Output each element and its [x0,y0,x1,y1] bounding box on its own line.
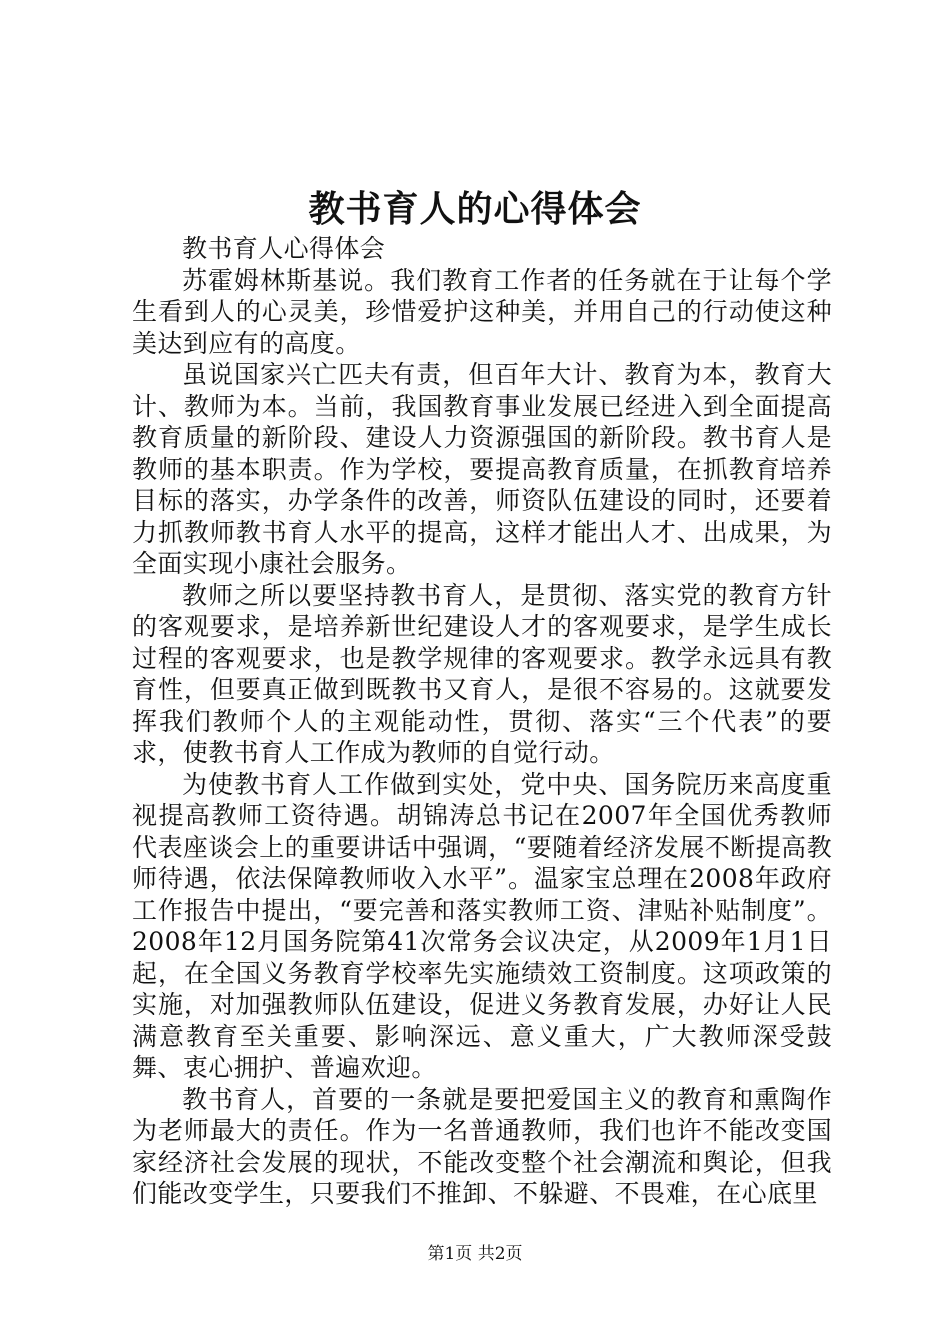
paragraph: 虽说国家兴亡匹夫有责，但百年大计、教育为本，教育大计、教师为本。当前，我国教育事业发展已经进入到全面提高教育质量的新阶段、建设人力资源强国的新阶段。教书育人是教师的基本职责。作为学校，要提高教育质量，在抓教育培养目标的落实，办学条件的改善，师资队伍建设的同时，还要着力抓教师教书育人水平的提高，这样才能出人才、出成果，为全面实现小康社会服务。 [132,360,832,578]
document-body [132,233,832,1210]
document-title: 教书育人的心得体会 [308,188,642,230]
paragraph: 为使教书育人工作做到实处，党中央、国务院历来高度重视提高教师工资待遇。胡锦涛总书记在2007年全国优秀教师代表座谈会上的重要讲话中强调，“要随着经济发展不断提高教师待遇，依法保障教师收入水平”。温家宝总理在2008年政府工作报告中提出，“要完善和落实教师工资、津贴补贴制度”。2008年12月国务院第41次常务会议决定，从2009年1月1日起，在全国义务教育学校率先实施绩效工资制度。这项政策的实施，对加强教师队伍建设，促进义务教育发展，办好让人民满意教育至关重要、影响深远、意义重大，广大教师深受鼓舞、衷心拥护、普遍欢迎。 [132,769,832,1082]
paragraph: 教书育人，首要的一条就是要把爱国主义的教育和熏陶作为老师最大的责任。作为一名普通教师，我们也许不能改变国家经济社会发展的现状，不能改变整个社会潮流和舆论，但我们能改变学生，只要我们不推卸、不躲避、不畏难，在心底里 [132,1084,832,1208]
paragraph-subtitle: 教书育人心得体会 [182,234,386,263]
page-footer: 第1页 共2页 [427,1244,523,1264]
paragraph: 教师之所以要坚持教书育人，是贯彻、落实党的教育方针的客观要求，是培养新世纪建设人才的客观要求，是学生成长过程的客观要求，也是教学规律的客观要求。教学永远具有教育性，但要真正做到既教书又育人，是很不容易的。这就要发挥我们教师个人的主观能动性，贯彻、落实“三个代表”的要求，使教书育人工作成为教师的自觉行动。 [132,580,832,767]
paragraph: 苏霍姆林斯基说。我们教育工作者的任务就在于让每个学生看到人的心灵美，珍惜爱护这种美，并用自己的行动使这种美达到应有的高度。 [132,265,832,358]
